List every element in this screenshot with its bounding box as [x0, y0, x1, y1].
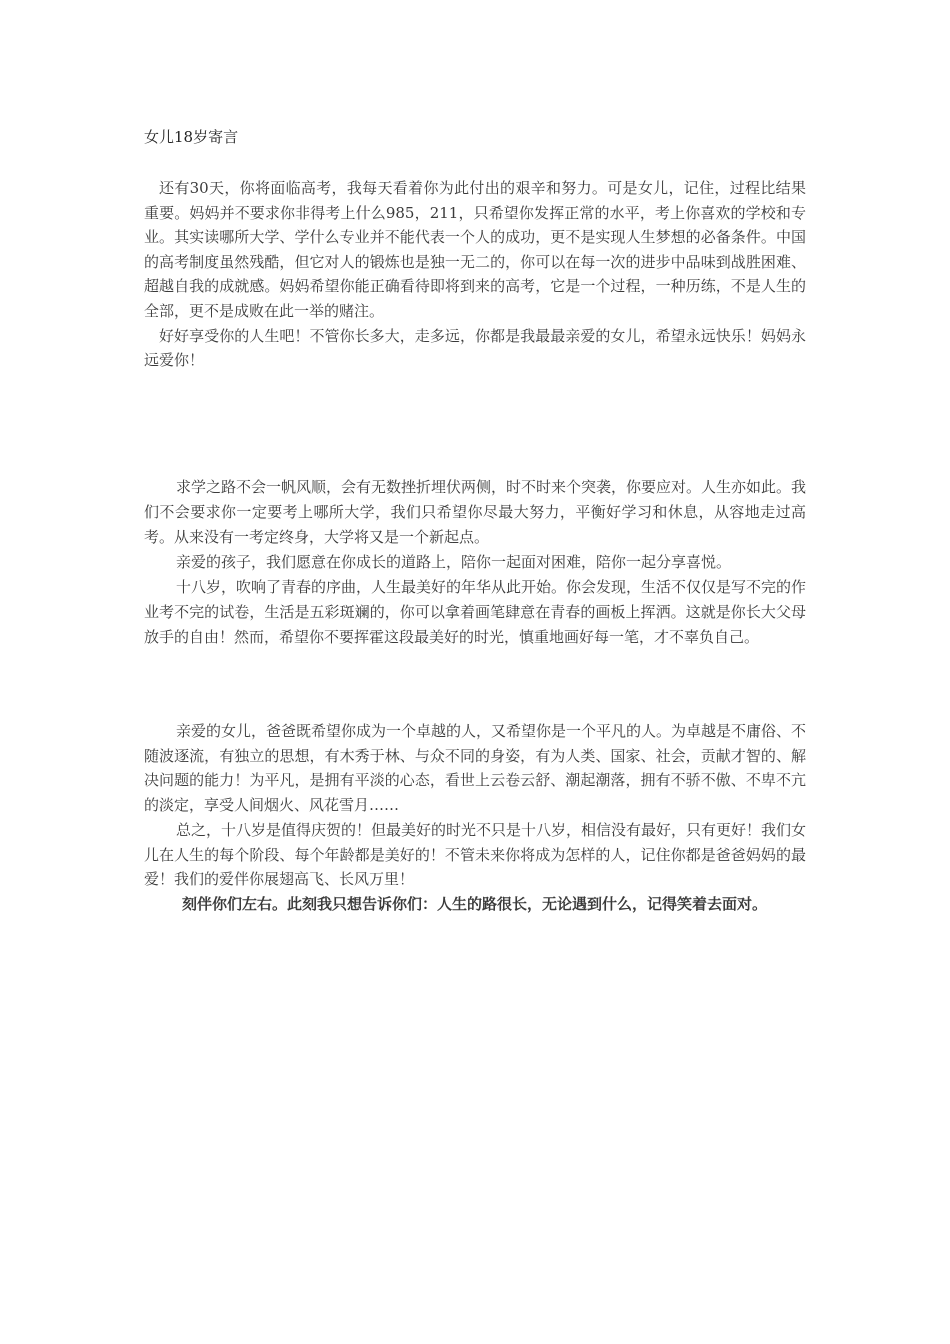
mother-letter-section [144, 176, 806, 373]
father-letter-paragraph-2: 总之，十八岁是值得庆贺的！但最美好的时光不只是十八岁，相信没有最好，只有更好！我们女儿在人生的每个阶段、每个年龄都是美好的！不管未来你将成为怎样的人，记住你都是爸爸妈妈的最爱！我们的爱伴你展翅高飞、长风万里！ [144, 820, 807, 889]
parents-letter-paragraph-3: 十八岁，吹响了青春的序曲，人生最美好的年华从此开始。你会发现，生活不仅仅是写不完的作业考不完的试卷，生活是五彩斑斓的，你可以拿着画笔肆意在青春的画板上挥洒。这就是你长大父母放手的自由！然而，希望你不要挥霍这段最美好的时光，慎重地画好每一笔，才不辜负自己。 [144, 578, 807, 646]
father-letter-paragraph-1: 亲爱的女儿，爸爸既希望你成为一个卓越的人，又希望你是一个平凡的人。为卓越是不庸俗、不随波逐流，有独立的思想，有木秀于林、与众不同的身姿，有为人类、国家、社会，贡献才智的、解决问题的能力！为平凡，是拥有平淡的心态，看世上云卷云舒、潮起潮落，拥有不骄不傲、不卑不亢的淡定，享受人间烟火、风花雪月…… [144, 722, 807, 815]
document-title: 女儿18岁寄言 [144, 128, 239, 146]
parents-letter-section [144, 475, 806, 650]
father-letter-section [144, 719, 806, 917]
parents-letter-paragraph-1: 求学之路不会一帆风顺，会有无数挫折埋伏两侧，时不时来个突袭，你要应对。人生亦如此。我们不会要求你一定要考上哪所大学，我们只希望你尽最大努力，平衡好学习和休息，从容地走过高考。从来没有一考定终身，大学将又是一个新起点。 [144, 478, 807, 546]
mother-letter-paragraph-2: 好好享受你的人生吧！不管你长多大，走多远，你都是我最最亲爱的女儿，希望永远快乐！妈妈永远爱你！ [144, 326, 806, 370]
mother-letter-paragraph-1: 还有30天，你将面临高考，我每天看着你为此付出的艰辛和努力。可是女儿，记住，过程比结果重要。妈妈并不要求你非得考上什么985，211，只希望你发挥正常的水平，考上你喜欢的学校和专业。其实读哪所大学、学什么专业并不能代表一个人的成功，更不是实现人生梦想的必备条件。中国的高考制度虽然残酷，但它对人的锻炼也是独一无二的，你可以在每一次的进步中品味到战胜困难、超越自我的成就感。妈妈希望你能正确看待即将到来的高考，它是一个过程，一种历练，不是人生的全部，更不是成败在此一举的赌注。 [144, 179, 806, 320]
closing-remark: 刻伴你们左右。此刻我只想告诉你们：人生的路很长，无论遇到什么，记得笑着去面对。 [182, 894, 768, 913]
parents-letter-paragraph-2: 亲爱的孩子，我们愿意在你成长的道路上，陪你一起面对困难，陪你一起分享喜悦。 [176, 553, 732, 571]
